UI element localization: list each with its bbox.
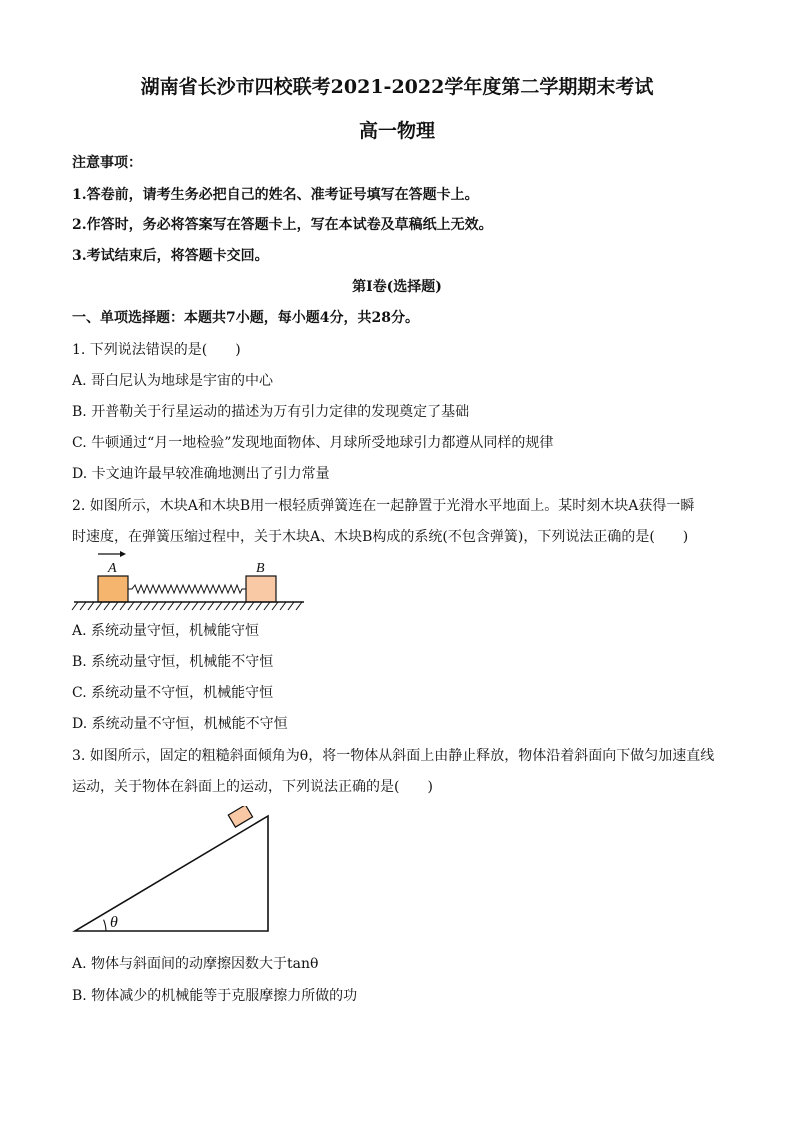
q3-stem-line2: 运动，关于物体在斜面上的运动，下列说法正确的是( ) — [72, 779, 433, 795]
q1-option-a: A. 哥白尼认为地球是宇宙的中心 — [72, 373, 274, 389]
block-a-label: A — [108, 561, 117, 576]
q1-option-d: D. 卡文迪许最早较准确地测出了引力常量 — [72, 466, 330, 482]
notes-heading: 注意事项： — [72, 155, 142, 171]
q2-spring-blocks-figure — [70, 548, 310, 614]
block-b-label: B — [256, 561, 265, 576]
note-item-1: 1.答卷前，请考生务必把自己的姓名、准考证号填写在答题卡上。 — [72, 187, 479, 203]
q2-option-b: B. 系统动量守恒，机械能不守恒 — [72, 654, 274, 670]
exam-subtitle: 高一物理 — [358, 120, 435, 142]
angle-theta-label: θ — [110, 914, 118, 931]
q2-option-a: A. 系统动量守恒，机械能守恒 — [72, 623, 260, 639]
q3-option-a: A. 物体与斜面间的动摩擦因数大于tanθ — [72, 956, 319, 972]
q3-stem-line1: 3. 如图所示，固定的粗糙斜面倾角为θ，将一物体从斜面上由静止释放，物体沿着斜面向下做匀加速直线 — [72, 748, 715, 764]
block-b — [246, 576, 276, 602]
note-item-3: 3.考试结束后，将答题卡交回。 — [72, 248, 269, 264]
exam-title: 湖南省长沙市四校联考2021-2022学年度第二学期期末考试 — [140, 76, 654, 98]
block-a — [98, 576, 128, 602]
spring — [128, 585, 246, 593]
q2-stem-line2: 时速度，在弹簧压缩过程中，关于木块A、木块B构成的系统(不包含弹簧)，下列说法正确的是( ) — [72, 529, 689, 545]
section-heading: 一、单项选择题：本题共7小题，每小题4分，共28分。 — [72, 310, 419, 326]
q1-option-b: B. 开普勒关于行星运动的描述为万有引力定律的发现奠定了基础 — [72, 404, 470, 420]
q3-incline-figure — [70, 806, 275, 936]
angle-arc — [104, 920, 106, 931]
ground-surface — [72, 602, 304, 610]
note-item-2: 2.作答时，务必将答案写在答题卡上，写在本试卷及草稿纸上无效。 — [72, 217, 493, 233]
q2-option-c: C. 系统动量不守恒，机械能守恒 — [72, 685, 274, 701]
velocity-arrow — [98, 551, 126, 557]
q1-stem: 1. 下列说法错误的是( ) — [72, 342, 241, 358]
q2-option-d: D. 系统动量不守恒，机械能不守恒 — [72, 716, 288, 732]
part-label: 第I卷(选择题) — [352, 279, 442, 295]
q2-stem-line1: 2. 如图所示，木块A和木块B用一根轻质弹簧连在一起静置于光滑水平地面上。某时刻木块A获得一瞬 — [72, 498, 695, 514]
q1-option-c: C. 牛顿通过“月一地检验”发现地面物体、月球所受地球引力都遵从同样的规律 — [72, 435, 554, 451]
incline-block — [228, 806, 252, 827]
incline-triangle — [75, 816, 268, 931]
q3-option-b: B. 物体减少的机械能等于克服摩擦力所做的功 — [72, 988, 358, 1004]
